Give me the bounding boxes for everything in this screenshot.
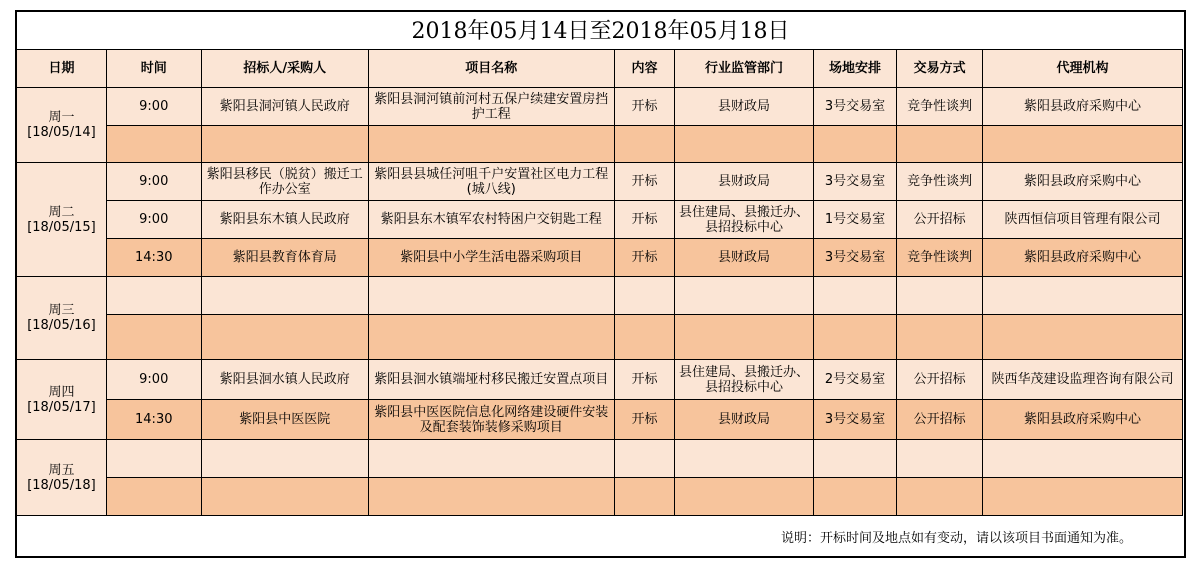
day-cell xyxy=(17,88,107,163)
cell-method: 公开招标 xyxy=(897,360,983,400)
header-tenderer: 招标人/采购人 xyxy=(201,50,368,88)
cell-method: 竞争性谈判 xyxy=(897,88,983,126)
cell-tenderer xyxy=(201,277,368,315)
cell-project: 紫阳县中小学生活电器采购项目 xyxy=(368,239,614,277)
cell-project: 紫阳县县城任河咀千户安置社区电力工程(城八线) xyxy=(368,163,614,201)
cell-time: 9:00 xyxy=(106,201,201,239)
cell-method: 公开招标 xyxy=(897,201,983,239)
header-dept: 行业监管部门 xyxy=(675,50,813,88)
cell-agency: 紫阳县政府采购中心 xyxy=(982,88,1182,126)
cell-content: 开标 xyxy=(614,400,675,440)
schedule-table xyxy=(16,49,1183,516)
day-cell xyxy=(17,163,107,277)
cell-time xyxy=(106,440,201,478)
cell-venue xyxy=(813,126,897,163)
cell-project xyxy=(368,315,614,360)
cell-venue: 1号交易室 xyxy=(813,201,897,239)
cell-content: 开标 xyxy=(614,163,675,201)
cell-method xyxy=(897,277,983,315)
day-cell xyxy=(17,277,107,360)
header-time: 时间 xyxy=(106,50,201,88)
cell-agency xyxy=(982,277,1182,315)
cell-agency: 紫阳县政府采购中心 xyxy=(982,239,1182,277)
cell-content xyxy=(614,277,675,315)
header-venue: 场地安排 xyxy=(813,50,897,88)
header-row xyxy=(17,50,1183,88)
cell-content: 开标 xyxy=(614,201,675,239)
cell-time: 9:00 xyxy=(106,88,201,126)
cell-content xyxy=(614,315,675,360)
cell-time xyxy=(106,315,201,360)
day-cell xyxy=(17,360,107,440)
cell-time: 9:00 xyxy=(106,163,201,201)
cell-method: 公开招标 xyxy=(897,400,983,440)
cell-dept xyxy=(675,478,813,516)
cell-method: 竞争性谈判 xyxy=(897,239,983,277)
cell-project xyxy=(368,126,614,163)
cell-project: 紫阳县中医医院信息化网络建设硬件安装及配套装饰装修采购项目 xyxy=(368,400,614,440)
cell-tenderer: 紫阳县洞河镇人民政府 xyxy=(201,88,368,126)
cell-agency xyxy=(982,126,1182,163)
cell-tenderer xyxy=(201,126,368,163)
cell-project xyxy=(368,440,614,478)
cell-agency: 紫阳县政府采购中心 xyxy=(982,400,1182,440)
cell-time: 14:30 xyxy=(106,239,201,277)
day-name: 周一 xyxy=(48,110,75,125)
cell-dept xyxy=(675,126,813,163)
cell-tenderer: 紫阳县教育体育局 xyxy=(201,239,368,277)
cell-venue xyxy=(813,440,897,478)
cell-project: 紫阳县洞河镇前河村五保户续建安置房挡护工程 xyxy=(368,88,614,126)
cell-agency xyxy=(982,440,1182,478)
cell-method xyxy=(897,478,983,516)
cell-venue xyxy=(813,478,897,516)
cell-dept xyxy=(675,440,813,478)
cell-agency: 陕西恒信项目管理有限公司 xyxy=(982,201,1182,239)
day-date: [18/05/15] xyxy=(27,219,96,235)
cell-project: 紫阳县东木镇军农村特困户交钥匙工程 xyxy=(368,201,614,239)
cell-project xyxy=(368,277,614,315)
cell-venue: 3号交易室 xyxy=(813,400,897,440)
cell-venue xyxy=(813,315,897,360)
table-row xyxy=(17,478,1183,516)
day-date: [18/05/18] xyxy=(27,477,96,493)
table-row xyxy=(17,315,1183,360)
cell-tenderer: 紫阳县洄水镇人民政府 xyxy=(201,360,368,400)
cell-dept: 县财政局 xyxy=(675,400,813,440)
cell-content xyxy=(614,126,675,163)
header-date: 日期 xyxy=(17,50,107,88)
header-agency: 代理机构 xyxy=(982,50,1182,88)
cell-content: 开标 xyxy=(614,239,675,277)
footer-note: 说明：开标时间及地点如有变动，请以该项目书面通知为准。 xyxy=(780,531,1132,546)
cell-tenderer xyxy=(201,315,368,360)
table-row xyxy=(17,277,1183,315)
cell-venue xyxy=(813,277,897,315)
cell-project: 紫阳县洄水镇端垭村移民搬迁安置点项目 xyxy=(368,360,614,400)
table-row xyxy=(17,239,1183,277)
cell-time xyxy=(106,478,201,516)
schedule-title: 2018年05月14日至2018年05月18日 xyxy=(411,19,790,44)
cell-venue: 3号交易室 xyxy=(813,239,897,277)
cell-content xyxy=(614,478,675,516)
cell-venue: 3号交易室 xyxy=(813,88,897,126)
cell-time xyxy=(106,277,201,315)
cell-time xyxy=(106,126,201,163)
cell-tenderer: 紫阳县移民（脱贫）搬迁工作办公室 xyxy=(201,163,368,201)
cell-agency: 紫阳县政府采购中心 xyxy=(982,163,1182,201)
cell-content xyxy=(614,440,675,478)
cell-method xyxy=(897,440,983,478)
cell-time: 9:00 xyxy=(106,360,201,400)
day-name: 周三 xyxy=(48,303,75,318)
day-name: 周二 xyxy=(48,204,75,220)
cell-dept: 县财政局 xyxy=(675,239,813,277)
table-row xyxy=(17,400,1183,440)
cell-content: 开标 xyxy=(614,360,675,400)
cell-tenderer xyxy=(201,478,368,516)
day-date: [18/05/17] xyxy=(27,399,96,415)
day-cell xyxy=(17,440,107,516)
day-name: 周五 xyxy=(48,462,75,478)
table-row xyxy=(17,201,1183,239)
cell-method xyxy=(897,126,983,163)
cell-tenderer: 紫阳县中医医院 xyxy=(201,400,368,440)
header-project: 项目名称 xyxy=(368,50,614,88)
cell-tenderer xyxy=(201,440,368,478)
table-row xyxy=(17,126,1183,163)
cell-method xyxy=(897,315,983,360)
cell-dept xyxy=(675,277,813,315)
cell-dept: 县财政局 xyxy=(675,88,813,126)
cell-venue: 2号交易室 xyxy=(813,360,897,400)
day-date: [18/05/16] xyxy=(27,318,96,333)
day-name: 周四 xyxy=(48,384,75,400)
cell-method: 竞争性谈判 xyxy=(897,163,983,201)
table-row xyxy=(17,163,1183,201)
cell-time: 14:30 xyxy=(106,400,201,440)
cell-dept: 县住建局、县搬迁办、县招投标中心 xyxy=(675,201,813,239)
cell-dept: 县住建局、县搬迁办、县招投标中心 xyxy=(675,360,813,400)
cell-venue: 3号交易室 xyxy=(813,163,897,201)
table-row xyxy=(17,88,1183,126)
day-date: [18/05/14] xyxy=(27,125,96,140)
schedule-sheet xyxy=(15,10,1186,558)
cell-agency: 陕西华茂建设监理咨询有限公司 xyxy=(982,360,1182,400)
header-method: 交易方式 xyxy=(897,50,983,88)
cell-dept: 县财政局 xyxy=(675,163,813,201)
cell-dept xyxy=(675,315,813,360)
table-row xyxy=(17,360,1183,400)
cell-project xyxy=(368,478,614,516)
cell-agency xyxy=(982,478,1182,516)
cell-content: 开标 xyxy=(614,88,675,126)
cell-tenderer: 紫阳县东木镇人民政府 xyxy=(201,201,368,239)
header-content: 内容 xyxy=(614,50,675,88)
table-row xyxy=(17,440,1183,478)
cell-agency xyxy=(982,315,1182,360)
